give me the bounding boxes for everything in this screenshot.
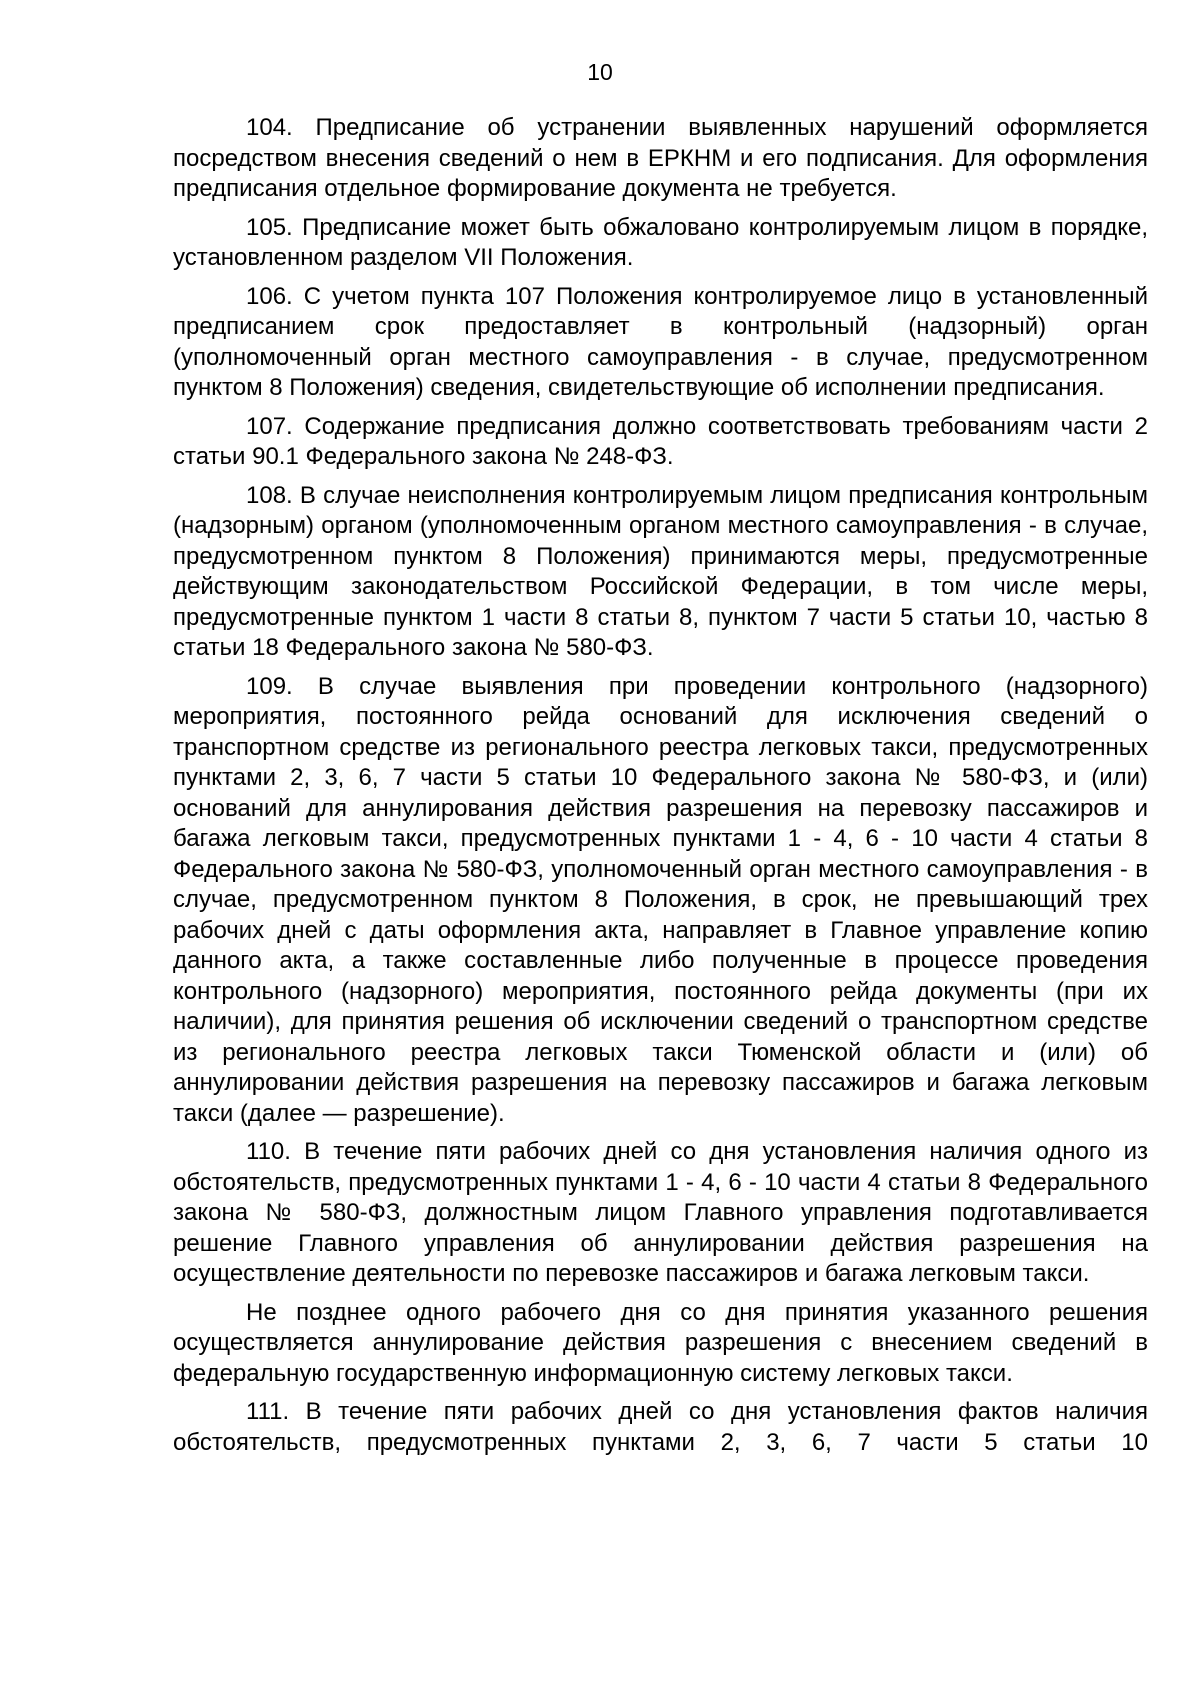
paragraph-110-continued: Не позднее одного рабочего дня со дня принятия указанного решения осуществляется аннулирование действия разрешения с внесением сведений в федеральную государственную информационную систему легковых такси. xyxy=(173,1298,1148,1387)
page-number: 10 xyxy=(587,59,613,85)
paragraph-106: 106. С учетом пункта 107 Положения контролируемое лицо в установленный предписанием срок предоставляет в контрольный (надзорный) орган (уполномоченный орган местного самоуправления - в случае, предусмотренном пунктом 8 Положения) сведения, свидетельствующие об исполнении предписания. xyxy=(173,282,1148,401)
paragraph-109: 109. В случае выявления при проведении контрольного (надзорного) мероприятия, постоянного рейда оснований для исключения сведений о транспортном средстве из регионального реестра легковых такси, предусмотренных пунктами 2, 3, 6, 7 части 5 статьи 10 Федерального закона № 580-ФЗ, и (или) оснований для аннулирования действия разрешения на перевозку пассажиров и багажа легковым такси, предусмотренных пунктами 1 - 4, 6 - 10 части 4 статьи 8 Федерального закона № 580-ФЗ, уполномоченный орган местного самоуправления - в случае, предусмотренном пунктом 8 Положения, в срок, не превышающий трех рабочих дней с даты оформления акта, направляет в Главное управление копию данного акта, а также составленные либо полученные в процессе проведения контрольного (надзорного) мероприятия, постоянного рейда документы (при их наличии), для принятия решения об исключении сведений о транспортном средстве из регионального реестра легковых такси Тюменской области и (или) об аннулировании действия разрешения на перевозку пассажиров и багажа легковым такси (далее — разрешение). xyxy=(173,672,1148,1127)
paragraph-111: 111. В течение пяти рабочих дней со дня установления фактов наличия обстоятельств, предусмотренных пунктами 2, 3, 6, 7 части 5 статьи 10 xyxy=(173,1398,1148,1456)
paragraph-105: 105. Предписание может быть обжаловано контролируемым лицом в порядке, установленном разделом VII Положения. xyxy=(173,213,1148,271)
document-body xyxy=(173,113,1148,1466)
paragraph-108: 108. В случае неисполнения контролируемым лицом предписания контрольным (надзорным) органом (уполномоченным органом местного самоуправления - в случае, предусмотренном пунктом 8 Положения) принимаются меры, предусмотренные действующим законодательством Российской Федерации, в том числе меры, предусмотренные пунктом 1 части 8 статьи 8, пунктом 7 части 5 статьи 10, частью 8 статьи 18 Федерального закона № 580-ФЗ. xyxy=(173,481,1148,661)
paragraph-107: 107. Содержание предписания должно соответствовать требованиям части 2 статьи 90.1 Федерального закона № 248-ФЗ. xyxy=(173,412,1148,470)
paragraph-104: 104. Предписание об устранении выявленных нарушений оформляется посредством внесения сведений о нем в ЕРКНМ и его подписания. Для оформления предписания отдельное формирование документа не требуется. xyxy=(173,114,1148,202)
paragraph-110: 110. В течение пяти рабочих дней со дня установления наличия одного из обстоятельств, предусмотренных пунктами 1 - 4, 6 - 10 части 4 статьи 8 Федерального закона № 580-ФЗ, должностным лицом Главного управления подготавливается решение Главного управления об аннулировании действия разрешения на осуществление деятельности по перевозке пассажиров и багажа легковым такси. xyxy=(173,1138,1148,1287)
